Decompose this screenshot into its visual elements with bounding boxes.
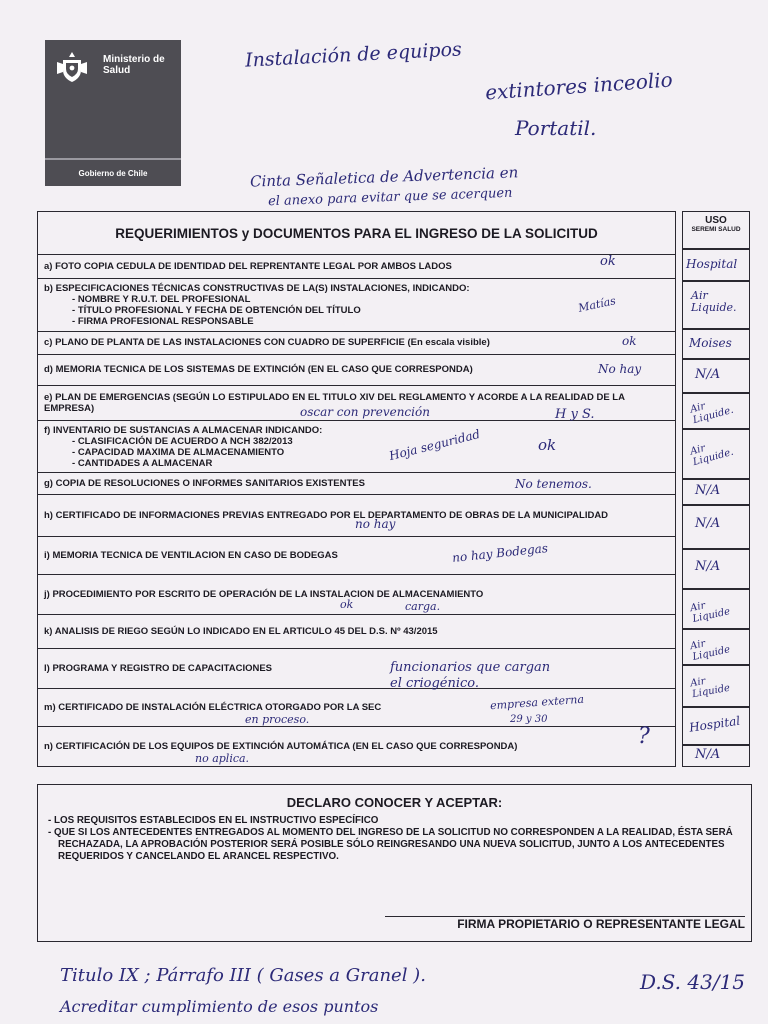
- handwritten-no-hay-bodegas: no hay Bodegas: [451, 541, 549, 565]
- handwritten-note-installation: Instalación de equipos: [244, 38, 463, 72]
- government-label: Gobierno de Chile: [78, 169, 148, 178]
- uso-cell-c: [682, 329, 750, 359]
- handwritten-hys: H y S.: [555, 407, 595, 422]
- handwritten-criogenico: el criogénico.: [390, 676, 480, 691]
- logo-stripe: [45, 158, 181, 160]
- row-a: a) FOTO COPIA CEDULA DE IDENTIDAD DEL REPRENTANTE LEGAL POR AMBOS LADOS: [38, 255, 676, 279]
- declaration-item: - QUE SI LOS ANTECEDENTES ENTREGADOS AL MOMENTO DEL INGRESO DE LA SOLICITUD NO CORRESPONDEN A LA REALIDAD, ÉSTA SERÁ RECHAZADA, LA APROBACIÓN POSTERIOR SERÁ POSIBLE SÓLO REINGRESANDO UNA NUEVA SOLICITUD, JUNTO A LOS ANTECEDENTES REQUERIDOS Y CANCELANDO EL ARANCEL RESPECTIVO.: [44, 827, 744, 863]
- uso-mark: Air Liquide.: [689, 442, 735, 469]
- uso-mark: Air Liquide: [689, 675, 731, 701]
- ministry-logo: [45, 40, 181, 186]
- row-n: n) CERTIFICACIÓN DE LOS EQUIPOS DE EXTINCIÓN AUTOMÁTICA (EN EL CASO QUE CORRESPONDA): [38, 726, 676, 766]
- row-f-sub: - CLASIFICACIÓN DE ACUERDO A NCH 382/2013: [72, 436, 669, 447]
- handwritten-note-cinta: Cinta Señaletica de Advertencia en: [249, 163, 519, 191]
- declaration-item: - LOS REQUISITOS ESTABLECIDOS EN EL INSTRUCTIVO ESPECÍFICO: [44, 815, 744, 827]
- handwritten-note-extintores: extintores inceolio: [484, 67, 674, 105]
- row-m: m) CERTIFICADO DE INSTALACIÓN ELÉCTRICA OTORGADO POR LA SEC: [38, 689, 676, 726]
- handwritten-hoja-seguridad: Hoja seguridad: [387, 426, 482, 464]
- handwritten-29-30: 29 y 30: [510, 714, 548, 725]
- requirements-title: REQUERIMIENTOS y DOCUMENTOS PARA EL INGRESO DE LA SOLICITUD: [38, 212, 676, 255]
- handwritten-no-hay-h: no hay: [355, 517, 396, 531]
- handwritten-plan-emergencia: oscar con prevención: [300, 405, 430, 419]
- handwritten-matias: Matías: [577, 294, 617, 315]
- uso-mark: N/A: [695, 559, 721, 574]
- row-e: e) PLAN DE EMERGENCIAS (SEGÚN LO ESTIPULADO EN EL TITULO XIV DEL REGLAMENTO Y ACORDE A LA REALIDAD DE LA EMPRESA): [38, 385, 676, 420]
- handwritten-no-tenemos: No tenemos.: [515, 477, 592, 491]
- row-k: k) ANALISIS DE RIEGO SEGÚN LO INDICADO EN EL ARTICULO 45 DEL D.S. Nº 43/2015: [38, 615, 676, 649]
- uso-mark: Hospital: [686, 257, 738, 271]
- uso-cell-m: [682, 707, 750, 745]
- handwritten-en-proceso: en proceso.: [245, 713, 310, 726]
- row-c: c) PLANO DE PLANTA DE LAS INSTALACIONES CON CUADRO DE SUPERFICIE (En escala visible): [38, 331, 676, 354]
- handwritten-acreditar: Acreditar cumplimiento de esos puntos: [60, 997, 379, 1016]
- row-l: l) PROGRAMA Y REGISTRO DE CAPACITACIONES: [38, 649, 676, 689]
- uso-mark: Air Liquide.: [691, 289, 737, 314]
- uso-cell-j: [682, 589, 750, 629]
- uso-mark: Hospital: [688, 713, 741, 735]
- coat-of-arms-icon: [53, 48, 91, 86]
- uso-mark: Air Liquide.: [689, 400, 735, 427]
- uso-header: [682, 211, 750, 249]
- uso-column: [682, 211, 750, 767]
- row-f-sub: - CANTIDADES A ALMACENAR: [72, 458, 669, 469]
- row-f-sub: - CAPACIDAD MAXIMA DE ALMACENAMIENTO: [72, 447, 669, 458]
- uso-cell-k: [682, 629, 750, 665]
- row-b-sub: - FIRMA PROFESIONAL RESPONSABLE: [72, 316, 669, 327]
- uso-mark: N/A: [695, 483, 721, 498]
- uso-cell-l: [682, 665, 750, 707]
- row-b-text: b) ESPECIFICACIONES TÉCNICAS CONSTRUCTIVAS DE LA(S) INSTALACIONES, INDICANDO:: [44, 282, 470, 294]
- uso-cell-f: [682, 429, 750, 479]
- uso-mark: N/A: [695, 367, 721, 382]
- handwritten-funcionarios: funcionarios que cargan: [390, 660, 551, 675]
- row-g: g) COPIA DE RESOLUCIONES O INFORMES SANITARIOS EXISTENTES: [38, 473, 676, 495]
- handwritten-no-hay-d: No hay: [598, 362, 642, 376]
- uso-mark: N/A: [695, 747, 721, 762]
- row-f-text: f) INVENTARIO DE SUSTANCIAS A ALMACENAR INDICANDO:: [44, 424, 323, 436]
- row-i: i) MEMORIA TECNICA DE VENTILACION EN CASO DE BODEGAS: [38, 536, 676, 574]
- declaration-box: [37, 784, 752, 942]
- handwritten-ok-c: ok: [622, 334, 637, 348]
- row-h: h) CERTIFICADO DE INFORMACIONES PREVIAS ENTREGADO POR EL DEPARTAMENTO DE OBRAS DE LA MUNICIPALIDAD: [38, 495, 676, 536]
- row-b-sub: - TÍTULO PROFESIONAL Y FECHA DE OBTENCIÓN DEL TÍTULO: [72, 305, 669, 316]
- uso-mark: N/A: [695, 516, 721, 531]
- handwritten-ok-f: ok: [538, 436, 557, 454]
- handwritten-note-anexo: el anexo para evitar que se acerquen: [267, 185, 513, 210]
- ministry-name: Ministerio de Salud: [103, 54, 165, 76]
- row-f: [38, 421, 676, 473]
- uso-mark: Moises: [689, 336, 732, 350]
- uso-cell-a: [682, 249, 750, 281]
- uso-title: USO: [705, 215, 727, 226]
- uso-subtitle: SEREMI SALUD: [691, 226, 741, 233]
- row-d: d) MEMORIA TECNICA DE LOS SISTEMAS DE EXTINCIÓN (EN EL CASO QUE CORRESPONDA): [38, 354, 676, 385]
- handwritten-note-portatil: Portatil.: [515, 116, 597, 140]
- uso-cell-b: [682, 281, 750, 329]
- handwritten-no-aplica: no aplica.: [195, 752, 250, 765]
- handwritten-titulo-ix: Titulo IX ; Párrafo III ( Gases a Granel ).: [60, 965, 426, 986]
- handwritten-carga: carga.: [405, 600, 441, 613]
- declaration-title: DECLARO CONOCER Y ACEPTAR:: [286, 795, 503, 810]
- uso-cell-i: [682, 549, 750, 589]
- handwritten-question-mark: ?: [638, 724, 650, 749]
- uso-cell-h: [682, 505, 750, 549]
- uso-cell-g: [682, 479, 750, 505]
- row-b-sub: - NOMBRE Y R.U.T. DEL PROFESIONAL: [72, 294, 669, 305]
- uso-mark: Air Liquide: [689, 638, 732, 663]
- signature-label: FIRMA PROPIETARIO O REPRESENTANTE LEGAL: [457, 917, 745, 931]
- handwritten-ok-a: ok: [600, 254, 616, 269]
- uso-cell-n: [682, 745, 750, 767]
- handwritten-ds-43-15: D.S. 43/15: [640, 970, 746, 994]
- handwritten-empresa-externa: empresa externa: [489, 692, 585, 713]
- uso-mark: Air Liquide: [689, 600, 732, 625]
- handwritten-ok-j: ok: [340, 598, 354, 611]
- row-j: j) PROCEDIMIENTO POR ESCRITO DE OPERACIÓN DE LA INSTALACION DE ALMACENAMIENTO: [38, 574, 676, 614]
